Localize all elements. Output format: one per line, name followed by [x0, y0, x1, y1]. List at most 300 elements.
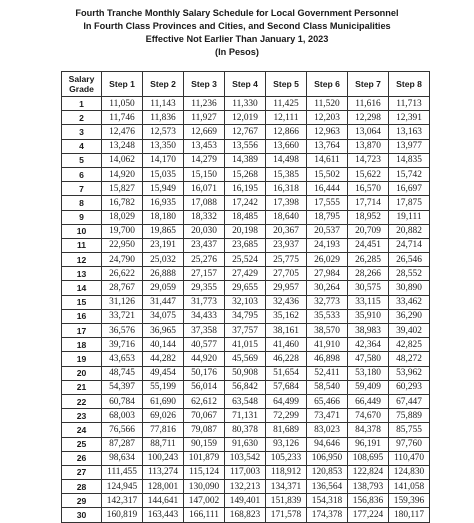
salary-amount-cell: 16,697	[389, 182, 430, 196]
salary-amount-cell: 18,485	[225, 210, 266, 224]
salary-amount-cell: 29,355	[184, 281, 225, 295]
salary-amount-cell: 16,935	[143, 196, 184, 210]
salary-amount-cell: 46,898	[307, 352, 348, 366]
salary-amount-cell: 96,191	[348, 437, 389, 451]
step-header: Step 4	[225, 72, 266, 97]
salary-amount-cell: 50,908	[225, 366, 266, 380]
salary-amount-cell: 17,555	[307, 196, 348, 210]
salary-amount-cell: 38,983	[348, 324, 389, 338]
salary-amount-cell: 39,716	[102, 338, 143, 352]
step-header: Step 6	[307, 72, 348, 97]
salary-amount-cell: 11,050	[102, 97, 143, 111]
salary-amount-cell: 34,075	[143, 309, 184, 323]
effective-date: Effective Not Earlier Than January 1, 2023	[145, 34, 329, 44]
salary-amount-cell: 28,552	[389, 267, 430, 281]
salary-amount-cell: 35,162	[266, 309, 307, 323]
salary-amount-cell: 39,402	[389, 324, 430, 338]
salary-amount-cell: 30,264	[307, 281, 348, 295]
salary-grade-cell: 28	[62, 480, 102, 494]
salary-amount-cell: 43,653	[102, 352, 143, 366]
table-row	[62, 295, 430, 309]
salary-amount-cell: 57,684	[266, 380, 307, 394]
salary-amount-cell: 41,015	[225, 338, 266, 352]
salary-amount-cell: 53,962	[389, 366, 430, 380]
salary-amount-cell: 13,660	[266, 139, 307, 153]
salary-amount-cell: 16,318	[266, 182, 307, 196]
salary-amount-cell: 12,476	[102, 125, 143, 139]
salary-amount-cell: 28,266	[348, 267, 389, 281]
salary-amount-cell: 33,115	[348, 295, 389, 309]
salary-amount-cell: 15,827	[102, 182, 143, 196]
salary-grade-cell: 1	[62, 97, 102, 111]
salary-amount-cell: 177,224	[348, 508, 389, 522]
salary-grade-cell: 16	[62, 309, 102, 323]
salary-amount-cell: 33,462	[389, 295, 430, 309]
salary-amount-cell: 27,705	[266, 267, 307, 281]
salary-amount-cell: 18,795	[307, 210, 348, 224]
salary-amount-cell: 136,564	[307, 480, 348, 494]
table-row	[62, 210, 430, 224]
salary-amount-cell: 16,195	[225, 182, 266, 196]
salary-amount-cell: 13,248	[102, 139, 143, 153]
salary-amount-cell: 14,062	[102, 153, 143, 167]
salary-grade-cell: 9	[62, 210, 102, 224]
salary-amount-cell: 11,143	[143, 97, 184, 111]
salary-grade-cell: 25	[62, 437, 102, 451]
table-row	[62, 380, 430, 394]
salary-amount-cell: 48,745	[102, 366, 143, 380]
salary-amount-cell: 171,578	[266, 508, 307, 522]
salary-amount-cell: 14,279	[184, 153, 225, 167]
salary-amount-cell: 18,029	[102, 210, 143, 224]
salary-grade-header	[62, 72, 102, 97]
salary-amount-cell: 17,088	[184, 196, 225, 210]
table-row	[62, 324, 430, 338]
salary-grade-cell: 18	[62, 338, 102, 352]
salary-grade-cell: 2	[62, 111, 102, 125]
salary-amount-cell: 11,836	[143, 111, 184, 125]
salary-amount-cell: 36,965	[143, 324, 184, 338]
salary-grade-cell: 17	[62, 324, 102, 338]
salary-amount-cell: 84,378	[348, 423, 389, 437]
salary-amount-cell: 70,067	[184, 409, 225, 423]
salary-amount-cell: 124,945	[102, 480, 143, 494]
salary-amount-cell: 154,318	[307, 494, 348, 508]
salary-amount-cell: 67,447	[389, 394, 430, 408]
salary-amount-cell: 97,760	[389, 437, 430, 451]
salary-amount-cell: 16,071	[184, 182, 225, 196]
salary-amount-cell: 14,170	[143, 153, 184, 167]
salary-amount-cell: 11,927	[184, 111, 225, 125]
salary-grade-cell: 14	[62, 281, 102, 295]
salary-amount-cell: 13,064	[348, 125, 389, 139]
salary-amount-cell: 14,389	[225, 153, 266, 167]
salary-grade-cell: 8	[62, 196, 102, 210]
salary-grade-cell: 6	[62, 167, 102, 181]
salary-amount-cell: 31,126	[102, 295, 143, 309]
salary-amount-cell: 12,669	[184, 125, 225, 139]
salary-amount-cell: 12,866	[266, 125, 307, 139]
salary-amount-cell: 94,646	[307, 437, 348, 451]
salary-amount-cell: 24,714	[389, 238, 430, 252]
salary-amount-cell: 48,272	[389, 352, 430, 366]
salary-amount-cell: 93,126	[266, 437, 307, 451]
salary-amount-cell: 73,471	[307, 409, 348, 423]
salary-amount-cell: 166,111	[184, 508, 225, 522]
salary-amount-cell: 12,019	[225, 111, 266, 125]
salary-amount-cell: 14,498	[266, 153, 307, 167]
table-row	[62, 139, 430, 153]
salary-amount-cell: 45,569	[225, 352, 266, 366]
salary-grade-cell: 27	[62, 465, 102, 479]
salary-amount-cell: 15,502	[307, 167, 348, 181]
salary-amount-cell: 120,853	[307, 465, 348, 479]
step-header: Step 7	[348, 72, 389, 97]
salary-amount-cell: 11,330	[225, 97, 266, 111]
salary-amount-cell: 29,655	[225, 281, 266, 295]
salary-amount-cell: 42,364	[348, 338, 389, 352]
salary-amount-cell: 75,889	[389, 409, 430, 423]
salary-amount-cell: 34,795	[225, 309, 266, 323]
salary-amount-cell: 134,371	[266, 480, 307, 494]
salary-amount-cell: 156,836	[348, 494, 389, 508]
table-row	[62, 97, 430, 111]
step-header: Step 1	[102, 72, 143, 97]
salary-amount-cell: 18,640	[266, 210, 307, 224]
salary-schedule-table	[61, 71, 430, 523]
salary-amount-cell: 16,444	[307, 182, 348, 196]
salary-amount-cell: 15,035	[143, 167, 184, 181]
salary-amount-cell: 40,144	[143, 338, 184, 352]
salary-amount-cell: 15,949	[143, 182, 184, 196]
salary-amount-cell: 105,233	[266, 451, 307, 465]
step-header: Step 5	[266, 72, 307, 97]
salary-amount-cell: 44,920	[184, 352, 225, 366]
salary-amount-cell: 27,984	[307, 267, 348, 281]
salary-amount-cell: 69,026	[143, 409, 184, 423]
salary-amount-cell: 12,963	[307, 125, 348, 139]
salary-amount-cell: 29,957	[266, 281, 307, 295]
table-row	[62, 153, 430, 167]
salary-amount-cell: 33,721	[102, 309, 143, 323]
salary-amount-cell: 80,378	[225, 423, 266, 437]
salary-grade-cell: 4	[62, 139, 102, 153]
salary-amount-cell: 53,180	[348, 366, 389, 380]
salary-amount-cell: 117,003	[225, 465, 266, 479]
salary-amount-cell: 31,773	[184, 295, 225, 309]
salary-amount-cell: 37,358	[184, 324, 225, 338]
salary-amount-cell: 23,685	[225, 238, 266, 252]
salary-amount-cell: 12,767	[225, 125, 266, 139]
salary-amount-cell: 25,775	[266, 253, 307, 267]
salary-grade-cell: 21	[62, 380, 102, 394]
salary-amount-cell: 12,391	[389, 111, 430, 125]
salary-amount-cell: 77,816	[143, 423, 184, 437]
salary-amount-cell: 54,397	[102, 380, 143, 394]
salary-amount-cell: 71,131	[225, 409, 266, 423]
salary-amount-cell: 41,910	[307, 338, 348, 352]
salary-grade-cell: 23	[62, 409, 102, 423]
salary-grade-cell: 29	[62, 494, 102, 508]
salary-amount-cell: 15,268	[225, 167, 266, 181]
salary-amount-cell: 47,580	[348, 352, 389, 366]
salary-amount-cell: 23,191	[143, 238, 184, 252]
salary-amount-cell: 34,433	[184, 309, 225, 323]
salary-amount-cell: 61,690	[143, 394, 184, 408]
salary-amount-cell: 144,641	[143, 494, 184, 508]
salary-amount-cell: 52,411	[307, 366, 348, 380]
salary-grade-cell: 19	[62, 352, 102, 366]
salary-amount-cell: 25,032	[143, 253, 184, 267]
salary-amount-cell: 22,950	[102, 238, 143, 252]
salary-amount-cell: 46,228	[266, 352, 307, 366]
salary-amount-cell: 118,912	[266, 465, 307, 479]
salary-amount-cell: 72,299	[266, 409, 307, 423]
table-row	[62, 309, 430, 323]
salary-amount-cell: 20,882	[389, 224, 430, 238]
salary-amount-cell: 60,784	[102, 394, 143, 408]
salary-amount-cell: 24,451	[348, 238, 389, 252]
salary-amount-cell: 16,570	[348, 182, 389, 196]
table-row	[62, 394, 430, 408]
salary-grade-cell: 20	[62, 366, 102, 380]
salary-amount-cell: 40,577	[184, 338, 225, 352]
salary-amount-cell: 55,199	[143, 380, 184, 394]
salary-amount-cell: 147,002	[184, 494, 225, 508]
table-row	[62, 352, 430, 366]
salary-amount-cell: 12,298	[348, 111, 389, 125]
table-row	[62, 253, 430, 267]
salary-amount-cell: 132,213	[225, 480, 266, 494]
salary-amount-cell: 30,575	[348, 281, 389, 295]
salary-amount-cell: 20,709	[348, 224, 389, 238]
salary-grade-cell: 3	[62, 125, 102, 139]
salary-amount-cell: 36,576	[102, 324, 143, 338]
document-subtitle: In Fourth Class Provinces and Cities, and Second Class Municipalities	[83, 21, 391, 31]
salary-amount-cell: 14,611	[307, 153, 348, 167]
salary-amount-cell: 58,540	[307, 380, 348, 394]
table-row	[62, 338, 430, 352]
salary-amount-cell: 64,499	[266, 394, 307, 408]
salary-amount-cell: 60,293	[389, 380, 430, 394]
salary-amount-cell: 20,537	[307, 224, 348, 238]
salary-amount-cell: 81,689	[266, 423, 307, 437]
salary-amount-cell: 11,713	[389, 97, 430, 111]
salary-amount-cell: 17,714	[348, 196, 389, 210]
salary-amount-cell: 160,819	[102, 508, 143, 522]
salary-amount-cell: 101,879	[184, 451, 225, 465]
salary-amount-cell: 142,317	[102, 494, 143, 508]
salary-amount-cell: 25,524	[225, 253, 266, 267]
salary-amount-cell: 88,711	[143, 437, 184, 451]
salary-amount-cell: 24,790	[102, 253, 143, 267]
salary-amount-cell: 20,030	[184, 224, 225, 238]
salary-amount-cell: 26,546	[389, 253, 430, 267]
salary-amount-cell: 29,059	[143, 281, 184, 295]
salary-amount-cell: 128,001	[143, 480, 184, 494]
table-row	[62, 465, 430, 479]
salary-amount-cell: 27,429	[225, 267, 266, 281]
salary-amount-cell: 56,842	[225, 380, 266, 394]
salary-grade-cell: 7	[62, 182, 102, 196]
salary-amount-cell: 17,875	[389, 196, 430, 210]
salary-amount-cell: 15,622	[348, 167, 389, 181]
salary-amount-cell: 149,401	[225, 494, 266, 508]
salary-amount-cell: 65,466	[307, 394, 348, 408]
salary-amount-cell: 38,161	[266, 324, 307, 338]
salary-amount-cell: 11,236	[184, 97, 225, 111]
salary-amount-cell: 31,447	[143, 295, 184, 309]
salary-amount-cell: 19,111	[389, 210, 430, 224]
salary-amount-cell: 100,243	[143, 451, 184, 465]
document-title: Fourth Tranche Monthly Salary Schedule for Local Government Personnel	[75, 8, 399, 18]
table-row	[62, 423, 430, 437]
salary-amount-cell: 12,203	[307, 111, 348, 125]
salary-amount-cell: 111,455	[102, 465, 143, 479]
salary-grade-cell: 13	[62, 267, 102, 281]
salary-amount-cell: 13,163	[389, 125, 430, 139]
table-row	[62, 196, 430, 210]
salary-grade-cell: 12	[62, 253, 102, 267]
salary-amount-cell: 51,654	[266, 366, 307, 380]
salary-amount-cell: 14,723	[348, 153, 389, 167]
salary-amount-cell: 108,695	[348, 451, 389, 465]
salary-amount-cell: 13,453	[184, 139, 225, 153]
salary-amount-cell: 115,124	[184, 465, 225, 479]
salary-amount-cell: 56,014	[184, 380, 225, 394]
table-row	[62, 409, 430, 423]
salary-amount-cell: 141,058	[389, 480, 430, 494]
salary-amount-cell: 76,566	[102, 423, 143, 437]
salary-amount-cell: 11,616	[348, 97, 389, 111]
salary-amount-cell: 50,176	[184, 366, 225, 380]
salary-amount-cell: 25,276	[184, 253, 225, 267]
salary-amount-cell: 168,823	[225, 508, 266, 522]
salary-amount-cell: 113,274	[143, 465, 184, 479]
salary-amount-cell: 19,700	[102, 224, 143, 238]
salary-amount-cell: 30,890	[389, 281, 430, 295]
salary-amount-cell: 159,396	[389, 494, 430, 508]
salary-amount-cell: 23,437	[184, 238, 225, 252]
salary-amount-cell: 19,865	[143, 224, 184, 238]
table-row	[62, 182, 430, 196]
salary-amount-cell: 68,003	[102, 409, 143, 423]
salary-amount-cell: 79,087	[184, 423, 225, 437]
salary-amount-cell: 14,835	[389, 153, 430, 167]
salary-amount-cell: 90,159	[184, 437, 225, 451]
salary-grade-cell: 26	[62, 451, 102, 465]
salary-amount-cell: 83,023	[307, 423, 348, 437]
salary-amount-cell: 36,290	[389, 309, 430, 323]
table-row	[62, 366, 430, 380]
salary-amount-cell: 11,520	[307, 97, 348, 111]
table-row	[62, 437, 430, 451]
salary-amount-cell: 66,449	[348, 394, 389, 408]
salary-amount-cell: 11,746	[102, 111, 143, 125]
salary-amount-cell: 87,287	[102, 437, 143, 451]
step-header: Step 3	[184, 72, 225, 97]
table-body	[62, 97, 430, 523]
table-row	[62, 125, 430, 139]
salary-amount-cell: 130,090	[184, 480, 225, 494]
salary-amount-cell: 26,029	[307, 253, 348, 267]
table-row	[62, 267, 430, 281]
salary-amount-cell: 15,150	[184, 167, 225, 181]
salary-amount-cell: 42,825	[389, 338, 430, 352]
table-row	[62, 480, 430, 494]
salary-amount-cell: 17,242	[225, 196, 266, 210]
salary-amount-cell: 15,385	[266, 167, 307, 181]
table-row	[62, 451, 430, 465]
salary-amount-cell: 18,952	[348, 210, 389, 224]
salary-grade-cell: 22	[62, 394, 102, 408]
salary-amount-cell: 17,398	[266, 196, 307, 210]
salary-amount-cell: 103,542	[225, 451, 266, 465]
salary-amount-cell: 124,830	[389, 465, 430, 479]
salary-grade-cell: 15	[62, 295, 102, 309]
salary-amount-cell: 59,409	[348, 380, 389, 394]
salary-amount-cell: 13,350	[143, 139, 184, 153]
salary-amount-cell: 26,285	[348, 253, 389, 267]
salary-amount-cell: 106,950	[307, 451, 348, 465]
salary-grade-cell: 5	[62, 153, 102, 167]
salary-amount-cell: 26,622	[102, 267, 143, 281]
salary-amount-cell: 24,193	[307, 238, 348, 252]
salary-amount-cell: 13,870	[348, 139, 389, 153]
salary-amount-cell: 180,117	[389, 508, 430, 522]
salary-amount-cell: 110,470	[389, 451, 430, 465]
salary-amount-cell: 11,425	[266, 97, 307, 111]
salary-grade-cell: 30	[62, 508, 102, 522]
salary-amount-cell: 63,548	[225, 394, 266, 408]
title-block	[0, 7, 474, 59]
header-row	[62, 72, 430, 97]
salary-amount-cell: 62,612	[184, 394, 225, 408]
salary-amount-cell: 122,824	[348, 465, 389, 479]
salary-amount-cell: 174,378	[307, 508, 348, 522]
salary-amount-cell: 16,782	[102, 196, 143, 210]
salary-amount-cell: 23,937	[266, 238, 307, 252]
salary-amount-cell: 12,111	[266, 111, 307, 125]
salary-amount-cell: 35,533	[307, 309, 348, 323]
table-row	[62, 238, 430, 252]
salary-amount-cell: 91,630	[225, 437, 266, 451]
salary-amount-cell: 35,910	[348, 309, 389, 323]
salary-amount-cell: 44,282	[143, 352, 184, 366]
step-header: Step 2	[143, 72, 184, 97]
salary-amount-cell: 27,157	[184, 267, 225, 281]
currency-note: (In Pesos)	[215, 47, 259, 57]
salary-amount-cell: 32,436	[266, 295, 307, 309]
salary-amount-cell: 28,767	[102, 281, 143, 295]
salary-grade-cell: 10	[62, 224, 102, 238]
salary-amount-cell: 138,793	[348, 480, 389, 494]
salary-amount-cell: 151,839	[266, 494, 307, 508]
salary-amount-cell: 20,367	[266, 224, 307, 238]
table-row	[62, 281, 430, 295]
salary-amount-cell: 12,573	[143, 125, 184, 139]
table-row	[62, 508, 430, 522]
salary-amount-cell: 32,773	[307, 295, 348, 309]
salary-amount-cell: 98,634	[102, 451, 143, 465]
salary-amount-cell: 49,454	[143, 366, 184, 380]
salary-amount-cell: 38,570	[307, 324, 348, 338]
salary-amount-cell: 85,755	[389, 423, 430, 437]
step-header: Step 8	[389, 72, 430, 97]
salary-amount-cell: 14,920	[102, 167, 143, 181]
table-row	[62, 111, 430, 125]
salary-grade-cell: 24	[62, 423, 102, 437]
